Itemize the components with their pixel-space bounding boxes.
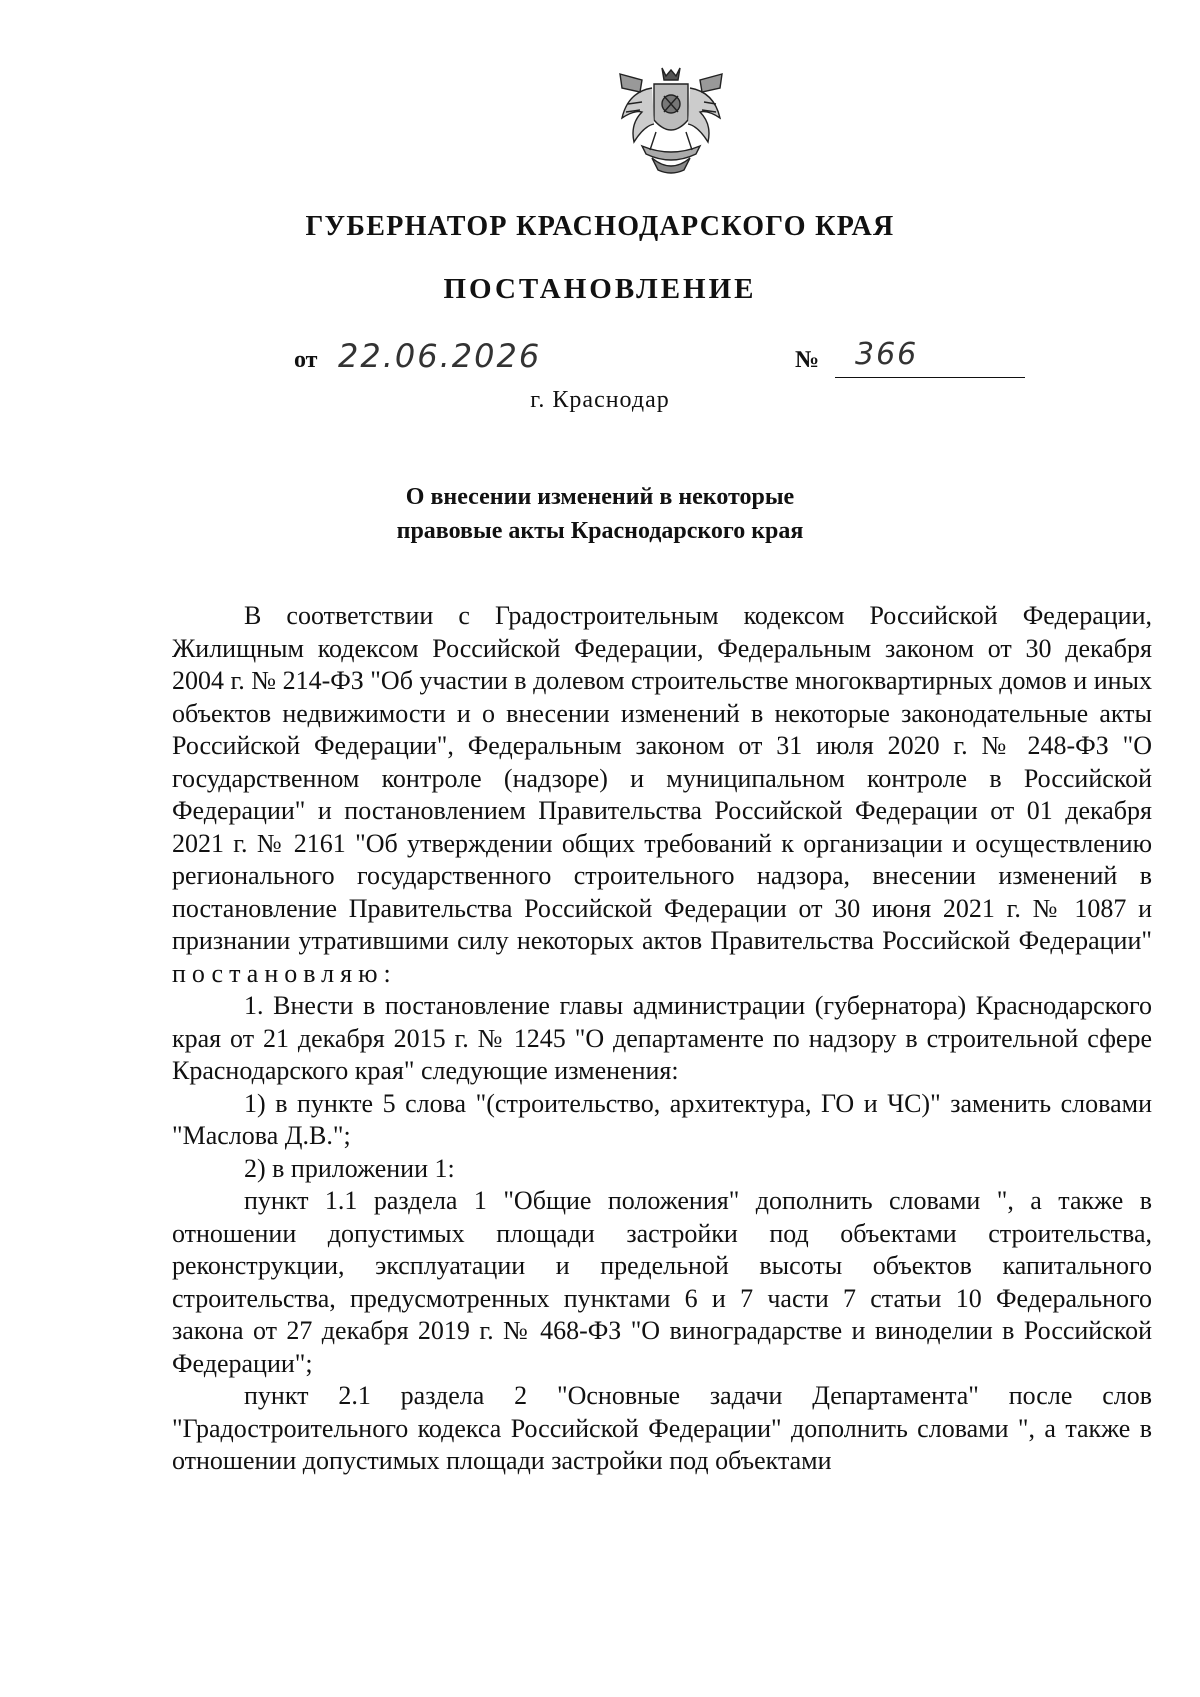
subject-line-1: О внесении изменений в некоторые	[405, 484, 795, 510]
number-handwritten: 366	[855, 337, 919, 372]
coat-of-arms-icon	[612, 62, 730, 178]
subclause-2-paragraph: 2) в приложении 1:	[244, 1153, 455, 1183]
amendment-2-1-paragraph: пункт 2.1 раздела 2 "Основные задачи Департамента" после слов "Градостроительного кодекса Российской Федерации" дополнить словами ", а также в отношении допустимых площади застройки под объектами	[172, 1381, 1152, 1475]
city-line: г. Краснодар	[530, 387, 670, 413]
amendment-1-1-paragraph: пункт 1.1 раздела 1 "Общие положения" дополнить словами ", а также в отношении допустимых площади застройки под объектами строительства, реконструкции, эксплуатации и предельной высоты объектов капитального строительства, предусмотренных пунктами 6 и 7 части 7 статьи 10 Федерального закона от 27 декабря 2019 г. № 468-ФЗ "О виноградарстве и виноделии в Российской Федерации";	[172, 1186, 1152, 1378]
number-underline	[835, 377, 1025, 378]
clause-1-paragraph: 1. Внести в постановление главы администрации (губернатора) Краснодарского края от 21 декабря 2015 г. № 1245 "О департаменте по надзору в строительной сфере Краснодарского края" следующие изменения:	[172, 991, 1152, 1085]
document-type: ПОСТАНОВЛЕНИЕ	[443, 273, 757, 305]
preamble-paragraph	[172, 600, 1152, 990]
resolve-word: постановляю:	[172, 958, 397, 988]
document-body	[172, 600, 1152, 1478]
number-field	[795, 337, 1035, 377]
document-subject	[0, 480, 1200, 548]
date-handwritten: 22.06.2026	[338, 337, 542, 375]
date-field	[294, 337, 594, 377]
number-prefix: №	[795, 347, 820, 373]
issuer-title: ГУБЕРНАТОР КРАСНОДАРСКОГО КРАЯ	[305, 211, 895, 242]
subclause-1-paragraph: 1) в пункте 5 слова "(строительство, архитектура, ГО и ЧС)" заменить словами "Маслова Д.В.";	[172, 1088, 1152, 1150]
subject-line-2: правовые акты Краснодарского края	[396, 518, 804, 544]
date-prefix: от	[294, 347, 318, 373]
preamble-text: В соответствии с Градостроительным кодексом Российской Федерации, Жилищным кодексом Российской Федерации, Федеральным законом от 30 декабря 2004 г. № 214-ФЗ "Об участии в долевом строительстве многоквартирных домов и иных объектов недвижимости и о внесении изменений в некоторые законодательные акты Российской Федерации", Федеральным законом от 31 июля 2020 г. № 248-ФЗ "О государственном контроле (надзоре) и муниципальном контроле в Российской Федерации" и постановлением Правительства Российской Федерации от 01 декабря 2021 г. № 2161 "Об утверждении общих требований к организации и осуществлению регионального государственного строительного надзора, внесении изменений в постановление Правительства Российской Федерации от 30 июня 2021 г. № 1087 и признании утратившими силу некоторых актов Правительства Российской Федерации"	[172, 601, 1152, 955]
